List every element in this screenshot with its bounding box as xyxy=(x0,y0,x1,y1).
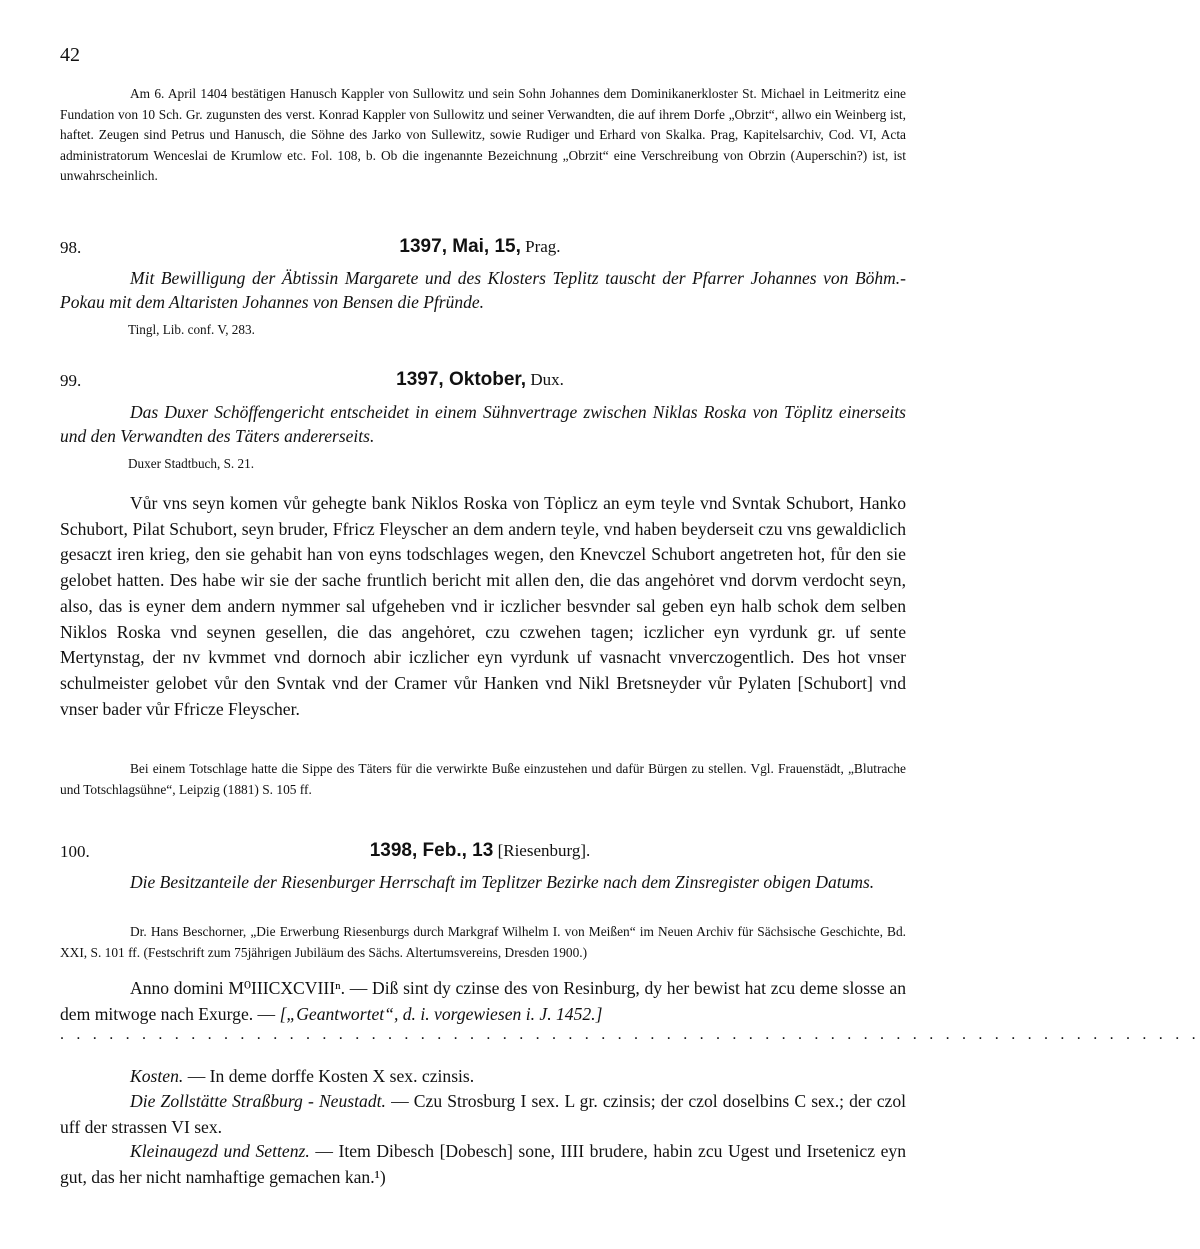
entry-99-date: 1397, Oktober, xyxy=(396,369,527,390)
entry-99-regest: Das Duxer Schöffengericht entscheidet in einem Sühnvertrage zwischen Niklas Roska von Töplitz einerseits und den Verwandten des Täters andererseits. xyxy=(60,402,906,446)
entry-100-source: Dr. Hans Beschorner, „Die Erwerbung Riesenburgs durch Markgraf Wilhelm I. von Meißen“ im Neuen Archiv für Sächsische Geschichte, Bd. XXI, S. 101 ff. (Festschrift zum 75jährigen Jubiläum des Sächs. Altertumsvereins, Dresden 1900.) xyxy=(60,924,906,960)
entry-99-note: Bei einem Totschlage hatte die Sippe des Täters für die verwirkte Buße einzustehen und dafür Bürgen zu stellen. Vgl. Frauenstädt, „Blutrache und Totschlagsühne“, Leipzig (1881) S. 105 ff. xyxy=(60,761,906,797)
entry-100-item-zollstaette xyxy=(60,1089,906,1140)
entry-100-text xyxy=(60,976,906,1027)
entry-100-item-kosten xyxy=(60,1064,906,1090)
ellipsis-line: . . . . . . . . . . . . . . . . . . . . . . . . . . . . . . . . . . . . . . . . . . . . . . . . . . . . . . . . . . . . . . . . . . . . . . xyxy=(60,1026,1200,1043)
item-text: — In deme dorffe Kosten X sex. czinsis. xyxy=(187,1066,475,1086)
entry-98-regest: Mit Bewilligung der Äbtissin Margarete und des Klosters Teplitz tauscht der Pfarrer Johannes von Böhm.-Pokau mit dem Altaristen Johannes von Bensen die Pfründe. xyxy=(60,268,906,312)
entry-100-regest: Die Besitzanteile der Riesenburger Herrschaft im Teplitzer Bezirke nach dem Zinsregister obigen Datums. xyxy=(130,872,875,892)
entry-98-source: Tingl, Lib. conf. V, 283. xyxy=(128,322,255,337)
footnote-top xyxy=(60,84,906,187)
entry-100-heading xyxy=(0,840,960,862)
entry-100-text-italic: [„Geantwortet“, d. i. vorgewiesen i. J. 1452.] xyxy=(279,1003,603,1024)
entry-99-text: Vůr vns seyn komen vůr gehegte bank Niklos Roska von Tȯplicz an eym teyle vnd Svntak Schubort, Hanko Schubort, Pilat Schubort, seyn bruder, Ffricz Fleyscher an dem andern teyle, vnd haben beyderseit czu vns gewaldiclich gesaczt iren krieg, den sie gehabit han von eyns todschlages wegen, den Knevczel Schubort angetreten hot, fůr den sie gelobet hatten. Des habe wir sie der sache fruntlich bericht mit allen den, die das angehȯret vnd dorvm verdocht seyn, also, das is eyner dem andern nymmer sal ufgeheben vnd ir iczlicher besvnder sal geben eyn halb schok dem selben Niklos Roska vnd seynen gesellen, die das angehȯret, czu czwehen tagen; iczlicher eyn vyrdunk gr. uf sente Mertynstag, der nv kvmmet vnd dornoch abir iczlicher eyn vyrdunk uf vasnacht vnverczogentlich. Des hot vnser schulmeister gelobet vůr den Svntak vnd der Cramer vůr Hanken vnd Nikl Bretsneyder vůr Pylaten [Schubort] vnd vnser bader vůr Ffricze Fleyscher. xyxy=(60,493,906,719)
item-label: Kleinaugezd und Settenz. xyxy=(130,1141,310,1161)
item-label: Die Zollstätte Straßburg - Neustadt. xyxy=(130,1091,386,1111)
entry-100-place: [Riesenburg]. xyxy=(497,841,591,860)
entry-99-source: Duxer Stadtbuch, S. 21. xyxy=(128,456,255,471)
entry-99-heading xyxy=(0,369,960,391)
entry-98-date: 1397, Mai, 15, xyxy=(399,236,521,257)
footnote-top-text: Am 6. April 1404 bestätigen Hanusch Kappler von Sullowitz und sein Sohn Johannes dem Dominikanerkloster St. Michael in Leitmeritz eine Fundation von 10 Sch. Gr. zugunsten des verst. Konrad Kappler von Sullowitz und seiner Verwandten, die auf ihrem Dorfe „Obrzit“, allwo ein Weinberg ist, haftet. Zeugen sind Petrus und Hanusch, die Söhne des Jarko von Sullewitz, sowie Rudiger und Erhard von Skalka. Prag, Kapitelsarchiv, Cod. VI, Acta administratorum Wenceslai de Krumlow etc. Fol. 108, b. Ob die ingenannte Bezeichnung „Obrzit“ eine Verschreibung von Obrzin (Auperschin?) ist, ist unwahrscheinlich. xyxy=(60,86,906,183)
entry-98-heading xyxy=(0,236,960,258)
item-text: — Item Dibesch [Dobesch] sone, IIII brudere, habin zcu Ugest und Irsetenicz eyn gut, das her nicht namhaftige gemachen kan.¹) xyxy=(60,1141,906,1187)
entry-100-date: 1398, Feb., 13 xyxy=(369,840,494,861)
item-label: Kosten. xyxy=(130,1066,184,1086)
entry-98-number: 98. xyxy=(60,238,82,257)
entry-100-item-kleinaugezd xyxy=(60,1139,906,1190)
entry-100-text-plain: Anno domini M⁰IIICXCVIIIⁿ. — Diß sint dy czinse des von Resinburg, dy her bewist hat zcu deme slosse an dem mitwoge nach Exurge. — xyxy=(60,978,906,1024)
item-text: — Czu Strosburg I sex. L gr. czinsis; der czol doselbins C sex.; der czol uff der strassen VI sex. xyxy=(60,1091,907,1137)
entry-98-place: Prag. xyxy=(525,237,561,256)
entry-99-place: Dux. xyxy=(530,370,564,389)
page-number: 42 xyxy=(60,44,80,66)
entry-100-number: 100. xyxy=(60,842,90,861)
entry-99-number: 99. xyxy=(60,371,82,390)
